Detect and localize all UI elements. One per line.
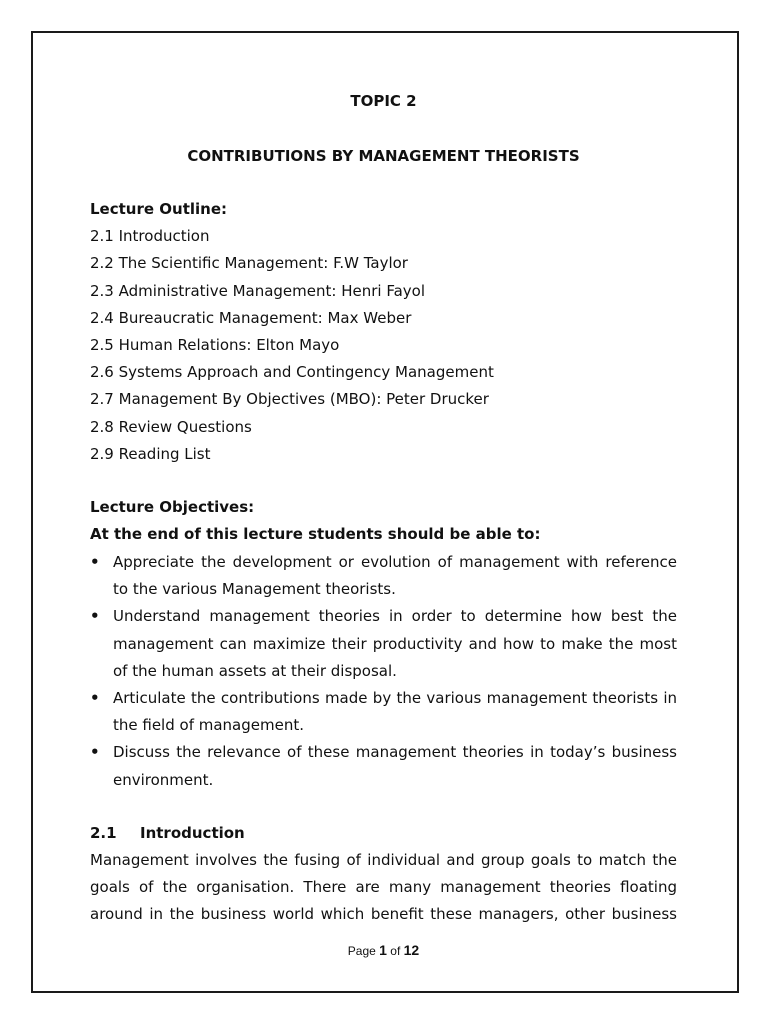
objective-item (90, 549, 677, 603)
page-footer (90, 940, 677, 961)
objective-item (90, 739, 677, 793)
lecture-outline (90, 196, 677, 468)
outline-item: 2.5 Human Relations: Elton Mayo (90, 335, 340, 354)
objective-text: Understand management theories in order to determine how best the management can maximize their productivity and how to make the most of the human assets at their disposal. (113, 607, 677, 680)
objectives-list (90, 549, 677, 794)
objective-text: Articulate the contributions made by the various management theorists in the field of management. (113, 689, 677, 735)
section-heading (90, 820, 677, 847)
page-label: Page (347, 944, 376, 958)
objective-item (90, 685, 677, 739)
bullet-icon: • (90, 743, 100, 762)
document-title: CONTRIBUTIONS BY MANAGEMENT THEORISTS (187, 147, 580, 165)
outline-item: 2.8 Review Questions (90, 417, 252, 436)
bullet-icon: • (90, 689, 100, 708)
outline-item: 2.7 Management By Objectives (MBO): Peter Drucker (90, 390, 489, 409)
objective-text: Appreciate the development or evolution of management with reference to the various Management theorists. (113, 553, 677, 599)
outline-item: 2.6 Systems Approach and Contingency Management (90, 363, 494, 382)
current-page-number: 1 (379, 942, 387, 958)
section-title: Introduction (140, 824, 245, 842)
outline-item: 2.1 Introduction (90, 227, 210, 246)
objectives-heading: Lecture Objectives: (90, 498, 255, 516)
objectives-subheading: At the end of this lecture students should be able to: (90, 525, 541, 544)
outline-item: 2.4 Bureaucratic Management: Max Weber (90, 308, 412, 327)
outline-heading: Lecture Outline: (90, 200, 227, 218)
bullet-icon: • (90, 607, 100, 626)
outline-item: 2.2 The Scientific Management: F.W Taylor (90, 254, 408, 273)
objective-item (90, 603, 677, 685)
lecture-objectives-header (90, 494, 677, 548)
of-label: of (390, 944, 401, 958)
objective-text: Discuss the relevance of these management theories in today’s business environment. (113, 743, 677, 789)
outline-item: 2.9 Reading List (90, 444, 211, 463)
bullet-icon: • (90, 553, 100, 571)
topic-heading: TOPIC 2 (350, 92, 417, 110)
section-paragraph: Management involves the fusing of individual and group goals to match the goals of the organisation. There are many management theories floating around in the business world which benefit these managers, other business (90, 851, 677, 924)
outline-item: 2.3 Administrative Management: Henri Fayol (90, 281, 425, 300)
section-number: 2.1 (90, 824, 117, 842)
total-pages-number: 12 (403, 942, 420, 958)
